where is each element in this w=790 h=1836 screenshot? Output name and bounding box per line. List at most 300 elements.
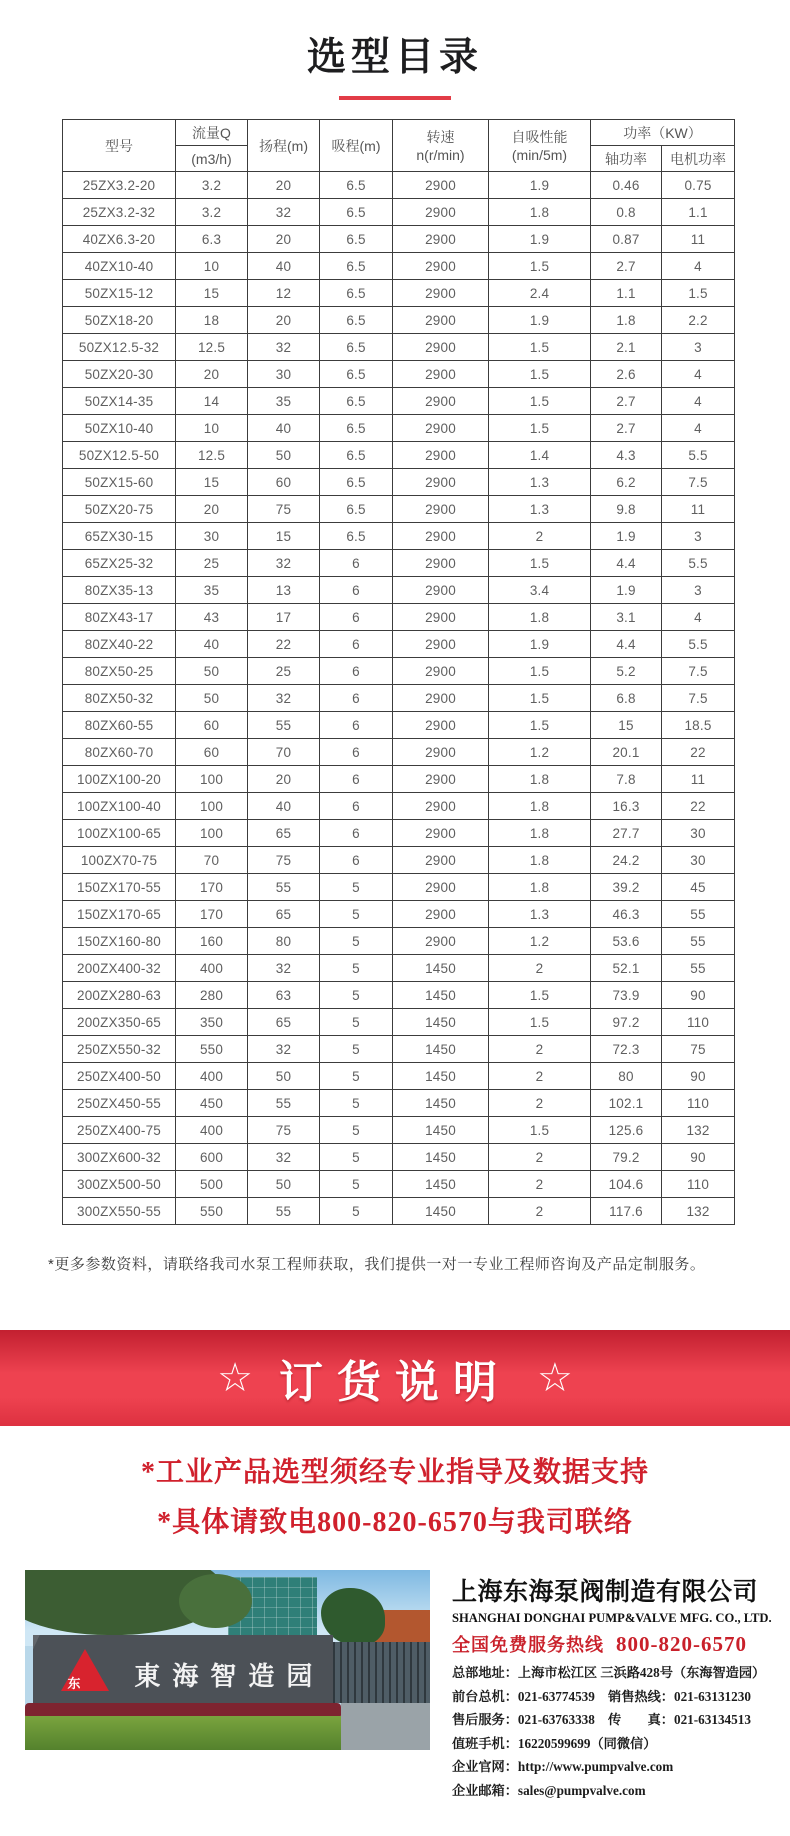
cell-motor-power: 132 — [662, 1198, 735, 1225]
cell-priming: 1.5 — [489, 361, 591, 388]
cell-motor-power: 90 — [662, 1144, 735, 1171]
cell-head: 17 — [248, 604, 320, 631]
cell-motor-power: 110 — [662, 1009, 735, 1036]
cell-priming: 2 — [489, 955, 591, 982]
table-row — [63, 658, 735, 685]
wall-sign-text: 東海智造园 — [134, 1662, 325, 1692]
cell-head: 75 — [248, 1117, 320, 1144]
cell-speed: 2900 — [393, 361, 489, 388]
cell-priming: 1.3 — [489, 901, 591, 928]
cell-head: 40 — [248, 253, 320, 280]
cell-head: 32 — [248, 550, 320, 577]
cell-priming: 1.5 — [489, 982, 591, 1009]
cell-priming: 3.4 — [489, 577, 591, 604]
cell-model: 300ZX500-50 — [63, 1171, 176, 1198]
cell-flow: 10 — [176, 415, 248, 442]
cell-shaft-power: 39.2 — [591, 874, 662, 901]
cell-model: 50ZX12.5-32 — [63, 334, 176, 361]
cell-speed: 1450 — [393, 1009, 489, 1036]
cell-flow: 30 — [176, 523, 248, 550]
cell-priming: 1.5 — [489, 415, 591, 442]
cell-model: 25ZX3.2-32 — [63, 199, 176, 226]
table-row — [63, 280, 735, 307]
cell-model: 40ZX6.3-20 — [63, 226, 176, 253]
cell-shaft-power: 2.7 — [591, 253, 662, 280]
cell-motor-power: 110 — [662, 1090, 735, 1117]
cell-speed: 2900 — [393, 631, 489, 658]
contact-line: 企业官网：http://www.pumpvalve.com — [452, 1759, 674, 1774]
cell-flow: 550 — [176, 1036, 248, 1063]
cell-head: 55 — [248, 1198, 320, 1225]
cell-shaft-power: 46.3 — [591, 901, 662, 928]
cell-speed: 2900 — [393, 442, 489, 469]
cell-head: 13 — [248, 577, 320, 604]
cell-suction: 5 — [320, 982, 393, 1009]
cell-suction: 6 — [320, 604, 393, 631]
cell-motor-power: 4 — [662, 604, 735, 631]
cell-suction: 6 — [320, 712, 393, 739]
table-row — [63, 928, 735, 955]
cell-motor-power: 7.5 — [662, 685, 735, 712]
cell-head: 25 — [248, 658, 320, 685]
cell-shaft-power: 2.7 — [591, 388, 662, 415]
cell-priming: 1.8 — [489, 766, 591, 793]
table-row — [63, 388, 735, 415]
cell-motor-power: 22 — [662, 739, 735, 766]
cell-priming: 1.9 — [489, 226, 591, 253]
cell-model: 250ZX550-32 — [63, 1036, 176, 1063]
cell-suction: 5 — [320, 928, 393, 955]
cell-speed: 2900 — [393, 415, 489, 442]
cell-speed: 2900 — [393, 253, 489, 280]
cell-speed: 2900 — [393, 874, 489, 901]
cell-suction: 6.5 — [320, 361, 393, 388]
cell-motor-power: 110 — [662, 1171, 735, 1198]
cell-priming: 1.8 — [489, 793, 591, 820]
page-title: 选型目录 — [306, 36, 483, 79]
cell-speed: 1450 — [393, 1063, 489, 1090]
cell-flow: 43 — [176, 604, 248, 631]
contact-lines — [452, 1661, 782, 1802]
cell-flow: 280 — [176, 982, 248, 1009]
cell-priming: 1.5 — [489, 1009, 591, 1036]
cell-shaft-power: 9.8 — [591, 496, 662, 523]
cell-head: 32 — [248, 955, 320, 982]
cell-priming: 1.5 — [489, 388, 591, 415]
cell-suction: 6.5 — [320, 253, 393, 280]
cell-flow: 50 — [176, 658, 248, 685]
cell-model: 80ZX60-70 — [63, 739, 176, 766]
table-row — [63, 712, 735, 739]
cell-motor-power: 2.2 — [662, 307, 735, 334]
cell-shaft-power: 0.46 — [591, 172, 662, 199]
cell-head: 12 — [248, 280, 320, 307]
header-priming: 自吸性能 (min/5m) — [489, 120, 591, 172]
cell-speed: 2900 — [393, 847, 489, 874]
table-row — [63, 1198, 735, 1225]
cell-motor-power: 55 — [662, 928, 735, 955]
cell-speed: 2900 — [393, 388, 489, 415]
cell-flow: 100 — [176, 766, 248, 793]
cell-model: 25ZX3.2-20 — [63, 172, 176, 199]
cell-shaft-power: 73.9 — [591, 982, 662, 1009]
cell-speed: 2900 — [393, 334, 489, 361]
cell-motor-power: 132 — [662, 1117, 735, 1144]
table-row — [63, 739, 735, 766]
cell-priming: 1.4 — [489, 442, 591, 469]
cell-model: 50ZX15-60 — [63, 469, 176, 496]
cell-model: 80ZX40-22 — [63, 631, 176, 658]
factory-photo — [25, 1570, 430, 1750]
cell-model: 40ZX10-40 — [63, 253, 176, 280]
cell-flow: 50 — [176, 685, 248, 712]
cell-priming: 2 — [489, 1063, 591, 1090]
cell-priming: 1.8 — [489, 874, 591, 901]
cell-suction: 5 — [320, 1063, 393, 1090]
table-row — [63, 766, 735, 793]
cell-motor-power: 4 — [662, 388, 735, 415]
cell-priming: 1.8 — [489, 847, 591, 874]
cell-head: 20 — [248, 766, 320, 793]
cell-motor-power: 5.5 — [662, 631, 735, 658]
cell-suction: 6.5 — [320, 280, 393, 307]
header-model: 型号 — [63, 120, 176, 172]
cell-priming: 2.4 — [489, 280, 591, 307]
cell-flow: 10 — [176, 253, 248, 280]
cell-model: 50ZX18-20 — [63, 307, 176, 334]
table-row — [63, 1036, 735, 1063]
table-row — [63, 604, 735, 631]
header-speed: 转速 n(r/min) — [393, 120, 489, 172]
cell-suction: 6 — [320, 739, 393, 766]
cell-flow: 12.5 — [176, 334, 248, 361]
cell-flow: 18 — [176, 307, 248, 334]
cell-speed: 1450 — [393, 982, 489, 1009]
cell-motor-power: 90 — [662, 1063, 735, 1090]
table-row — [63, 955, 735, 982]
cell-model: 65ZX30-15 — [63, 523, 176, 550]
cell-shaft-power: 6.2 — [591, 469, 662, 496]
cell-motor-power: 4 — [662, 253, 735, 280]
table-row — [63, 793, 735, 820]
cell-priming: 1.5 — [489, 658, 591, 685]
table-row — [63, 361, 735, 388]
cell-priming: 1.3 — [489, 496, 591, 523]
cell-suction: 6.5 — [320, 199, 393, 226]
cell-priming: 1.5 — [489, 253, 591, 280]
cell-speed: 2900 — [393, 199, 489, 226]
cell-suction: 5 — [320, 874, 393, 901]
cell-shaft-power: 4.4 — [591, 631, 662, 658]
cell-flow: 400 — [176, 955, 248, 982]
cell-shaft-power: 80 — [591, 1063, 662, 1090]
cell-head: 80 — [248, 928, 320, 955]
cell-speed: 2900 — [393, 226, 489, 253]
cell-priming: 1.9 — [489, 172, 591, 199]
header-motor-power: 电机功率 — [662, 146, 735, 172]
cell-priming: 2 — [489, 1198, 591, 1225]
cell-shaft-power: 16.3 — [591, 793, 662, 820]
table-row — [63, 523, 735, 550]
cell-priming: 1.2 — [489, 739, 591, 766]
cell-head: 40 — [248, 415, 320, 442]
contact-line: 值班手机：16220599699（同微信） — [452, 1735, 657, 1751]
cell-flow: 170 — [176, 874, 248, 901]
cell-priming: 2 — [489, 1090, 591, 1117]
cell-head: 30 — [248, 361, 320, 388]
cell-suction: 5 — [320, 1171, 393, 1198]
cell-model: 150ZX170-55 — [63, 874, 176, 901]
cell-head: 35 — [248, 388, 320, 415]
cell-speed: 1450 — [393, 1090, 489, 1117]
cell-motor-power: 1.1 — [662, 199, 735, 226]
cell-shaft-power: 2.1 — [591, 334, 662, 361]
cell-head: 50 — [248, 442, 320, 469]
order-banner-title: 订货说明 — [279, 1358, 511, 1407]
cell-shaft-power: 52.1 — [591, 955, 662, 982]
cell-priming: 2 — [489, 1036, 591, 1063]
cell-motor-power: 11 — [662, 496, 735, 523]
cell-head: 65 — [248, 1009, 320, 1036]
cell-priming: 1.3 — [489, 469, 591, 496]
cell-shaft-power: 6.8 — [591, 685, 662, 712]
cell-model: 80ZX60-55 — [63, 712, 176, 739]
table-row — [63, 253, 735, 280]
table-row — [63, 1144, 735, 1171]
cell-suction: 6 — [320, 793, 393, 820]
photo-trees — [179, 1574, 252, 1628]
cell-model: 100ZX100-20 — [63, 766, 176, 793]
cell-motor-power: 55 — [662, 901, 735, 928]
cell-head: 55 — [248, 712, 320, 739]
table-row — [63, 496, 735, 523]
cell-head: 55 — [248, 1090, 320, 1117]
cell-shaft-power: 2.6 — [591, 361, 662, 388]
table-row — [63, 226, 735, 253]
cell-model: 300ZX550-55 — [63, 1198, 176, 1225]
cell-model: 200ZX350-65 — [63, 1009, 176, 1036]
cell-model: 50ZX20-30 — [63, 361, 176, 388]
cell-priming: 1.5 — [489, 1117, 591, 1144]
cell-flow: 15 — [176, 469, 248, 496]
cell-speed: 1450 — [393, 1198, 489, 1225]
cell-speed: 2900 — [393, 577, 489, 604]
table-row — [63, 1063, 735, 1090]
cell-shaft-power: 0.87 — [591, 226, 662, 253]
cell-shaft-power: 79.2 — [591, 1144, 662, 1171]
cell-model: 100ZX100-65 — [63, 820, 176, 847]
contact-line: 企业邮箱：sales@pumpvalve.com — [452, 1782, 646, 1798]
catalog-note: *更多参数资料，请联络我司水泵工程师获取，我们提供一对一专业工程师咨询及产品定制服务。 — [48, 1256, 706, 1273]
cell-speed: 2900 — [393, 604, 489, 631]
cell-priming: 1.5 — [489, 334, 591, 361]
cell-head: 15 — [248, 523, 320, 550]
table-row — [63, 199, 735, 226]
cell-speed: 2900 — [393, 685, 489, 712]
table-row — [63, 172, 735, 199]
header-head: 扬程(m) — [248, 120, 320, 172]
cell-shaft-power: 125.6 — [591, 1117, 662, 1144]
cell-shaft-power: 102.1 — [591, 1090, 662, 1117]
cell-motor-power: 18.5 — [662, 712, 735, 739]
cell-shaft-power: 24.2 — [591, 847, 662, 874]
cell-motor-power: 4 — [662, 415, 735, 442]
cell-model: 80ZX50-25 — [63, 658, 176, 685]
cell-speed: 2900 — [393, 820, 489, 847]
cell-model: 100ZX100-40 — [63, 793, 176, 820]
cell-flow: 70 — [176, 847, 248, 874]
order-statements — [0, 1448, 790, 1548]
cell-head: 50 — [248, 1171, 320, 1198]
cell-speed: 2900 — [393, 496, 489, 523]
cell-priming: 1.5 — [489, 685, 591, 712]
cell-suction: 6 — [320, 550, 393, 577]
cell-shaft-power: 4.3 — [591, 442, 662, 469]
cell-model: 50ZX14-35 — [63, 388, 176, 415]
cell-head: 32 — [248, 1144, 320, 1171]
cell-model: 250ZX400-50 — [63, 1063, 176, 1090]
cell-flow: 6.3 — [176, 226, 248, 253]
cell-model: 150ZX170-65 — [63, 901, 176, 928]
cell-shaft-power: 20.1 — [591, 739, 662, 766]
cell-model: 300ZX600-32 — [63, 1144, 176, 1171]
cell-speed: 2900 — [393, 793, 489, 820]
cell-flow: 12.5 — [176, 442, 248, 469]
table-row — [63, 1090, 735, 1117]
cell-suction: 5 — [320, 1009, 393, 1036]
cell-model: 80ZX35-13 — [63, 577, 176, 604]
cell-shaft-power: 1.9 — [591, 523, 662, 550]
cell-head: 32 — [248, 685, 320, 712]
cell-motor-power: 75 — [662, 1036, 735, 1063]
cell-flow: 400 — [176, 1063, 248, 1090]
order-statement-2: *具体请致电800-820-6570与我司联络 — [157, 1507, 633, 1538]
cell-motor-power: 3 — [662, 334, 735, 361]
cell-priming: 1.8 — [489, 820, 591, 847]
cell-motor-power: 11 — [662, 226, 735, 253]
cell-suction: 6.5 — [320, 496, 393, 523]
cell-head: 75 — [248, 847, 320, 874]
cell-shaft-power: 53.6 — [591, 928, 662, 955]
cell-shaft-power: 1.8 — [591, 307, 662, 334]
cell-model: 50ZX20-75 — [63, 496, 176, 523]
cell-flow: 100 — [176, 820, 248, 847]
cell-suction: 5 — [320, 901, 393, 928]
table-header — [63, 120, 735, 172]
cell-flow: 40 — [176, 631, 248, 658]
cell-speed: 1450 — [393, 1036, 489, 1063]
cell-flow: 60 — [176, 712, 248, 739]
table-row — [63, 901, 735, 928]
cell-suction: 6.5 — [320, 442, 393, 469]
cell-motor-power: 22 — [662, 793, 735, 820]
cell-priming: 1.5 — [489, 712, 591, 739]
cell-suction: 6 — [320, 847, 393, 874]
hotline-number: 800-820-6570 — [616, 1632, 747, 1656]
cell-shaft-power: 104.6 — [591, 1171, 662, 1198]
cell-priming: 1.8 — [489, 604, 591, 631]
cell-suction: 6.5 — [320, 334, 393, 361]
cell-motor-power: 5.5 — [662, 442, 735, 469]
cell-flow: 25 — [176, 550, 248, 577]
cell-motor-power: 0.75 — [662, 172, 735, 199]
cell-shaft-power: 1.1 — [591, 280, 662, 307]
table-body — [63, 172, 735, 1225]
cell-flow: 170 — [176, 901, 248, 928]
cell-suction: 6.5 — [320, 388, 393, 415]
cell-flow: 600 — [176, 1144, 248, 1171]
cell-shaft-power: 2.7 — [591, 415, 662, 442]
contact-line: 前台总机：021-63774539 销售热线：021-63131230 — [452, 1688, 751, 1704]
table-row — [63, 334, 735, 361]
table-row — [63, 1117, 735, 1144]
table-row — [63, 442, 735, 469]
cell-model: 50ZX12.5-50 — [63, 442, 176, 469]
cell-speed: 2900 — [393, 928, 489, 955]
company-name-en: SHANGHAI DONGHAI PUMP&VALVE MFG. CO., LTD. — [452, 1611, 772, 1625]
table-row — [63, 820, 735, 847]
header-power: 功率（KW） — [591, 120, 735, 146]
company-logo-glyph: 东 — [67, 1675, 81, 1691]
cell-model: 80ZX43-17 — [63, 604, 176, 631]
cell-head: 65 — [248, 901, 320, 928]
service-hotline — [452, 1631, 782, 1657]
cell-model: 200ZX400-32 — [63, 955, 176, 982]
cell-speed: 2900 — [393, 550, 489, 577]
cell-priming: 1.9 — [489, 307, 591, 334]
cell-motor-power: 55 — [662, 955, 735, 982]
cell-model: 65ZX25-32 — [63, 550, 176, 577]
cell-model: 250ZX450-55 — [63, 1090, 176, 1117]
cell-motor-power: 3 — [662, 523, 735, 550]
company-name-cn: 上海东海泵阀制造有限公司 — [452, 1578, 759, 1606]
cell-shaft-power: 97.2 — [591, 1009, 662, 1036]
cell-suction: 6 — [320, 631, 393, 658]
cell-suction: 6.5 — [320, 226, 393, 253]
table-row — [63, 1009, 735, 1036]
cell-flow: 500 — [176, 1171, 248, 1198]
cell-speed: 1450 — [393, 1171, 489, 1198]
cell-flow: 160 — [176, 928, 248, 955]
title-section — [0, 0, 790, 100]
cell-suction: 5 — [320, 1036, 393, 1063]
cell-flow: 20 — [176, 496, 248, 523]
photo-road — [341, 1703, 430, 1750]
cell-suction: 6 — [320, 766, 393, 793]
star-icon: ☆ — [537, 1356, 573, 1400]
header-flow-unit: (m3/h) — [176, 146, 248, 172]
contact-line: 售后服务：021-63763338 传 真：021-63134513 — [452, 1712, 751, 1727]
title-underline — [339, 96, 451, 100]
cell-motor-power: 4 — [662, 361, 735, 388]
cell-model: 80ZX50-32 — [63, 685, 176, 712]
cell-priming: 2 — [489, 1171, 591, 1198]
table-row — [63, 469, 735, 496]
cell-shaft-power: 3.1 — [591, 604, 662, 631]
cell-speed: 2900 — [393, 901, 489, 928]
cell-flow: 3.2 — [176, 172, 248, 199]
cell-suction: 5 — [320, 1117, 393, 1144]
cell-flow: 400 — [176, 1117, 248, 1144]
cell-priming: 1.9 — [489, 631, 591, 658]
cell-motor-power: 1.5 — [662, 280, 735, 307]
table-row — [63, 577, 735, 604]
header-flow: 流量Q — [176, 120, 248, 146]
cell-suction: 6.5 — [320, 523, 393, 550]
cell-model: 50ZX10-40 — [63, 415, 176, 442]
cell-shaft-power: 27.7 — [591, 820, 662, 847]
cell-speed: 1450 — [393, 1144, 489, 1171]
